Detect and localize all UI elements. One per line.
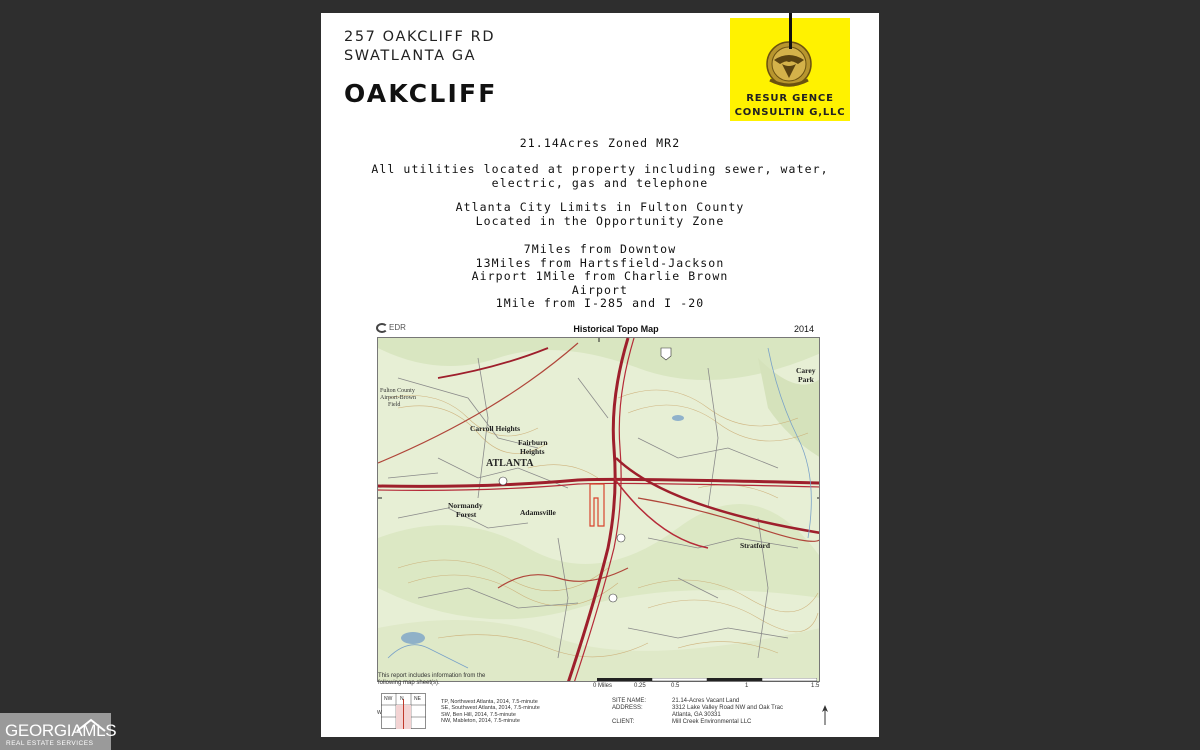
location-line-1: Atlanta City Limits in Fulton County [455, 200, 745, 214]
acreage-zoning: 21.14Acres Zoned MR2 [519, 136, 681, 150]
footer-note-line-1: This report includes information from the [378, 673, 486, 679]
distance-line-2: 13Miles from Hartsfield-Jackson [475, 255, 725, 270]
property-address [344, 28, 495, 66]
map-label-field: Field [388, 402, 401, 408]
address-line-1: 257 OAKCLIFF RD [344, 29, 496, 45]
distance-line-5: 1Mile from I-285 and I -20 [495, 296, 705, 310]
scale-label-4: 1.5 [811, 683, 820, 689]
address-line-2: SWATLANTA GA [344, 48, 477, 64]
map-sheet-item: SW, Ben Hill, 2014, 7.5-minute [441, 711, 516, 718]
distance-line-3: Airport 1Mile from Charlie Brown [471, 269, 729, 283]
map-title: Historical Topo Map [573, 324, 659, 334]
map-sheet-item: NW, Mableton, 2014, 7.5-minute [441, 718, 520, 725]
edr-brand: EDR [389, 323, 406, 333]
map-sheet-item: SE, Southwest Atlanta, 2014, 7.5-minute [441, 705, 540, 712]
footer-note-line-2: following map sheet(s). [378, 680, 440, 686]
watermark-name: GEORGIAMLS [5, 721, 117, 740]
logo-line-1: RESUR GENCE [746, 93, 834, 104]
logo-hanger [789, 13, 792, 49]
site-info [612, 698, 832, 726]
distance-line-1: 7Miles from Downtow [523, 242, 677, 256]
topo-map-graphic [378, 338, 820, 682]
map-label-stratford: Stratford [740, 541, 770, 550]
map-label-forest: Forest [456, 510, 477, 519]
georgia-mls-watermark [0, 713, 117, 750]
utilities-line-1: All utilities located at property including sewer, water, [371, 162, 829, 176]
map-label-carey: Carey [796, 366, 816, 375]
map-sheet-item: TP, Northwest Atlanta, 2014, 7.5-minute [441, 699, 538, 705]
map-label-heights: Heights [520, 447, 545, 456]
map-label-fulton-county: Fulton County [380, 388, 415, 394]
quad-label-ne: NE [414, 696, 421, 702]
utilities-text [321, 163, 879, 190]
scale-labels [593, 683, 823, 693]
address-value-1: 3312 Lake Valley Road NW and Oak Trac [672, 705, 783, 711]
scale-label-2: 0.5 [671, 683, 680, 689]
quad-label-nw: NW [384, 696, 393, 702]
map-label-park: Park [798, 375, 814, 384]
flyer-page [321, 13, 879, 737]
topo-map [377, 337, 820, 682]
map-footer-note [378, 673, 528, 687]
map-label-atlanta: ATLANTA [486, 458, 534, 469]
property-title: OAKCLIFF [344, 79, 498, 108]
location-line-2: Located in the Opportunity Zone [475, 213, 725, 228]
map-label-adamsville: Adamsville [520, 508, 556, 517]
scale-label-1: 0.25 [634, 683, 646, 689]
map-label-carroll-heights: Carroll Heights [470, 424, 521, 433]
watermark-subtitle: REAL ESTATE SERVICES [6, 740, 94, 747]
quad-label-n: N [400, 696, 404, 702]
map-year: 2014 [794, 324, 815, 334]
scale-label-0: 0 Miles [593, 683, 613, 689]
map-label-fairburn: Fairburn [518, 438, 548, 447]
logo-line-2: CONSULTIN G,LLC [734, 107, 846, 118]
north-arrow-icon [819, 703, 831, 727]
distance-line-4: Airport [571, 282, 629, 297]
address-label: ADDRESS: [612, 705, 643, 711]
scale-label-3: 1 [745, 683, 749, 689]
map-label-normandy: Normandy [448, 501, 483, 510]
distances-text [321, 243, 879, 311]
location-text [321, 201, 879, 228]
quad-label-w: W [377, 710, 382, 716]
utilities-line-2: electric, gas and telephone [491, 175, 709, 190]
map-sheet-list [441, 699, 601, 725]
client-value: Mill Creek Environmental LLC [672, 719, 752, 725]
map-label-airport-brown: Airport-Brown [380, 395, 416, 401]
site-name-label: SITE NAME: [612, 698, 647, 704]
client-label: CLIENT: [612, 719, 635, 725]
address-value-2: Atlanta, GA 30331 [672, 712, 721, 718]
site-name-value: 21.14-Acres Vacant Land [672, 698, 740, 704]
